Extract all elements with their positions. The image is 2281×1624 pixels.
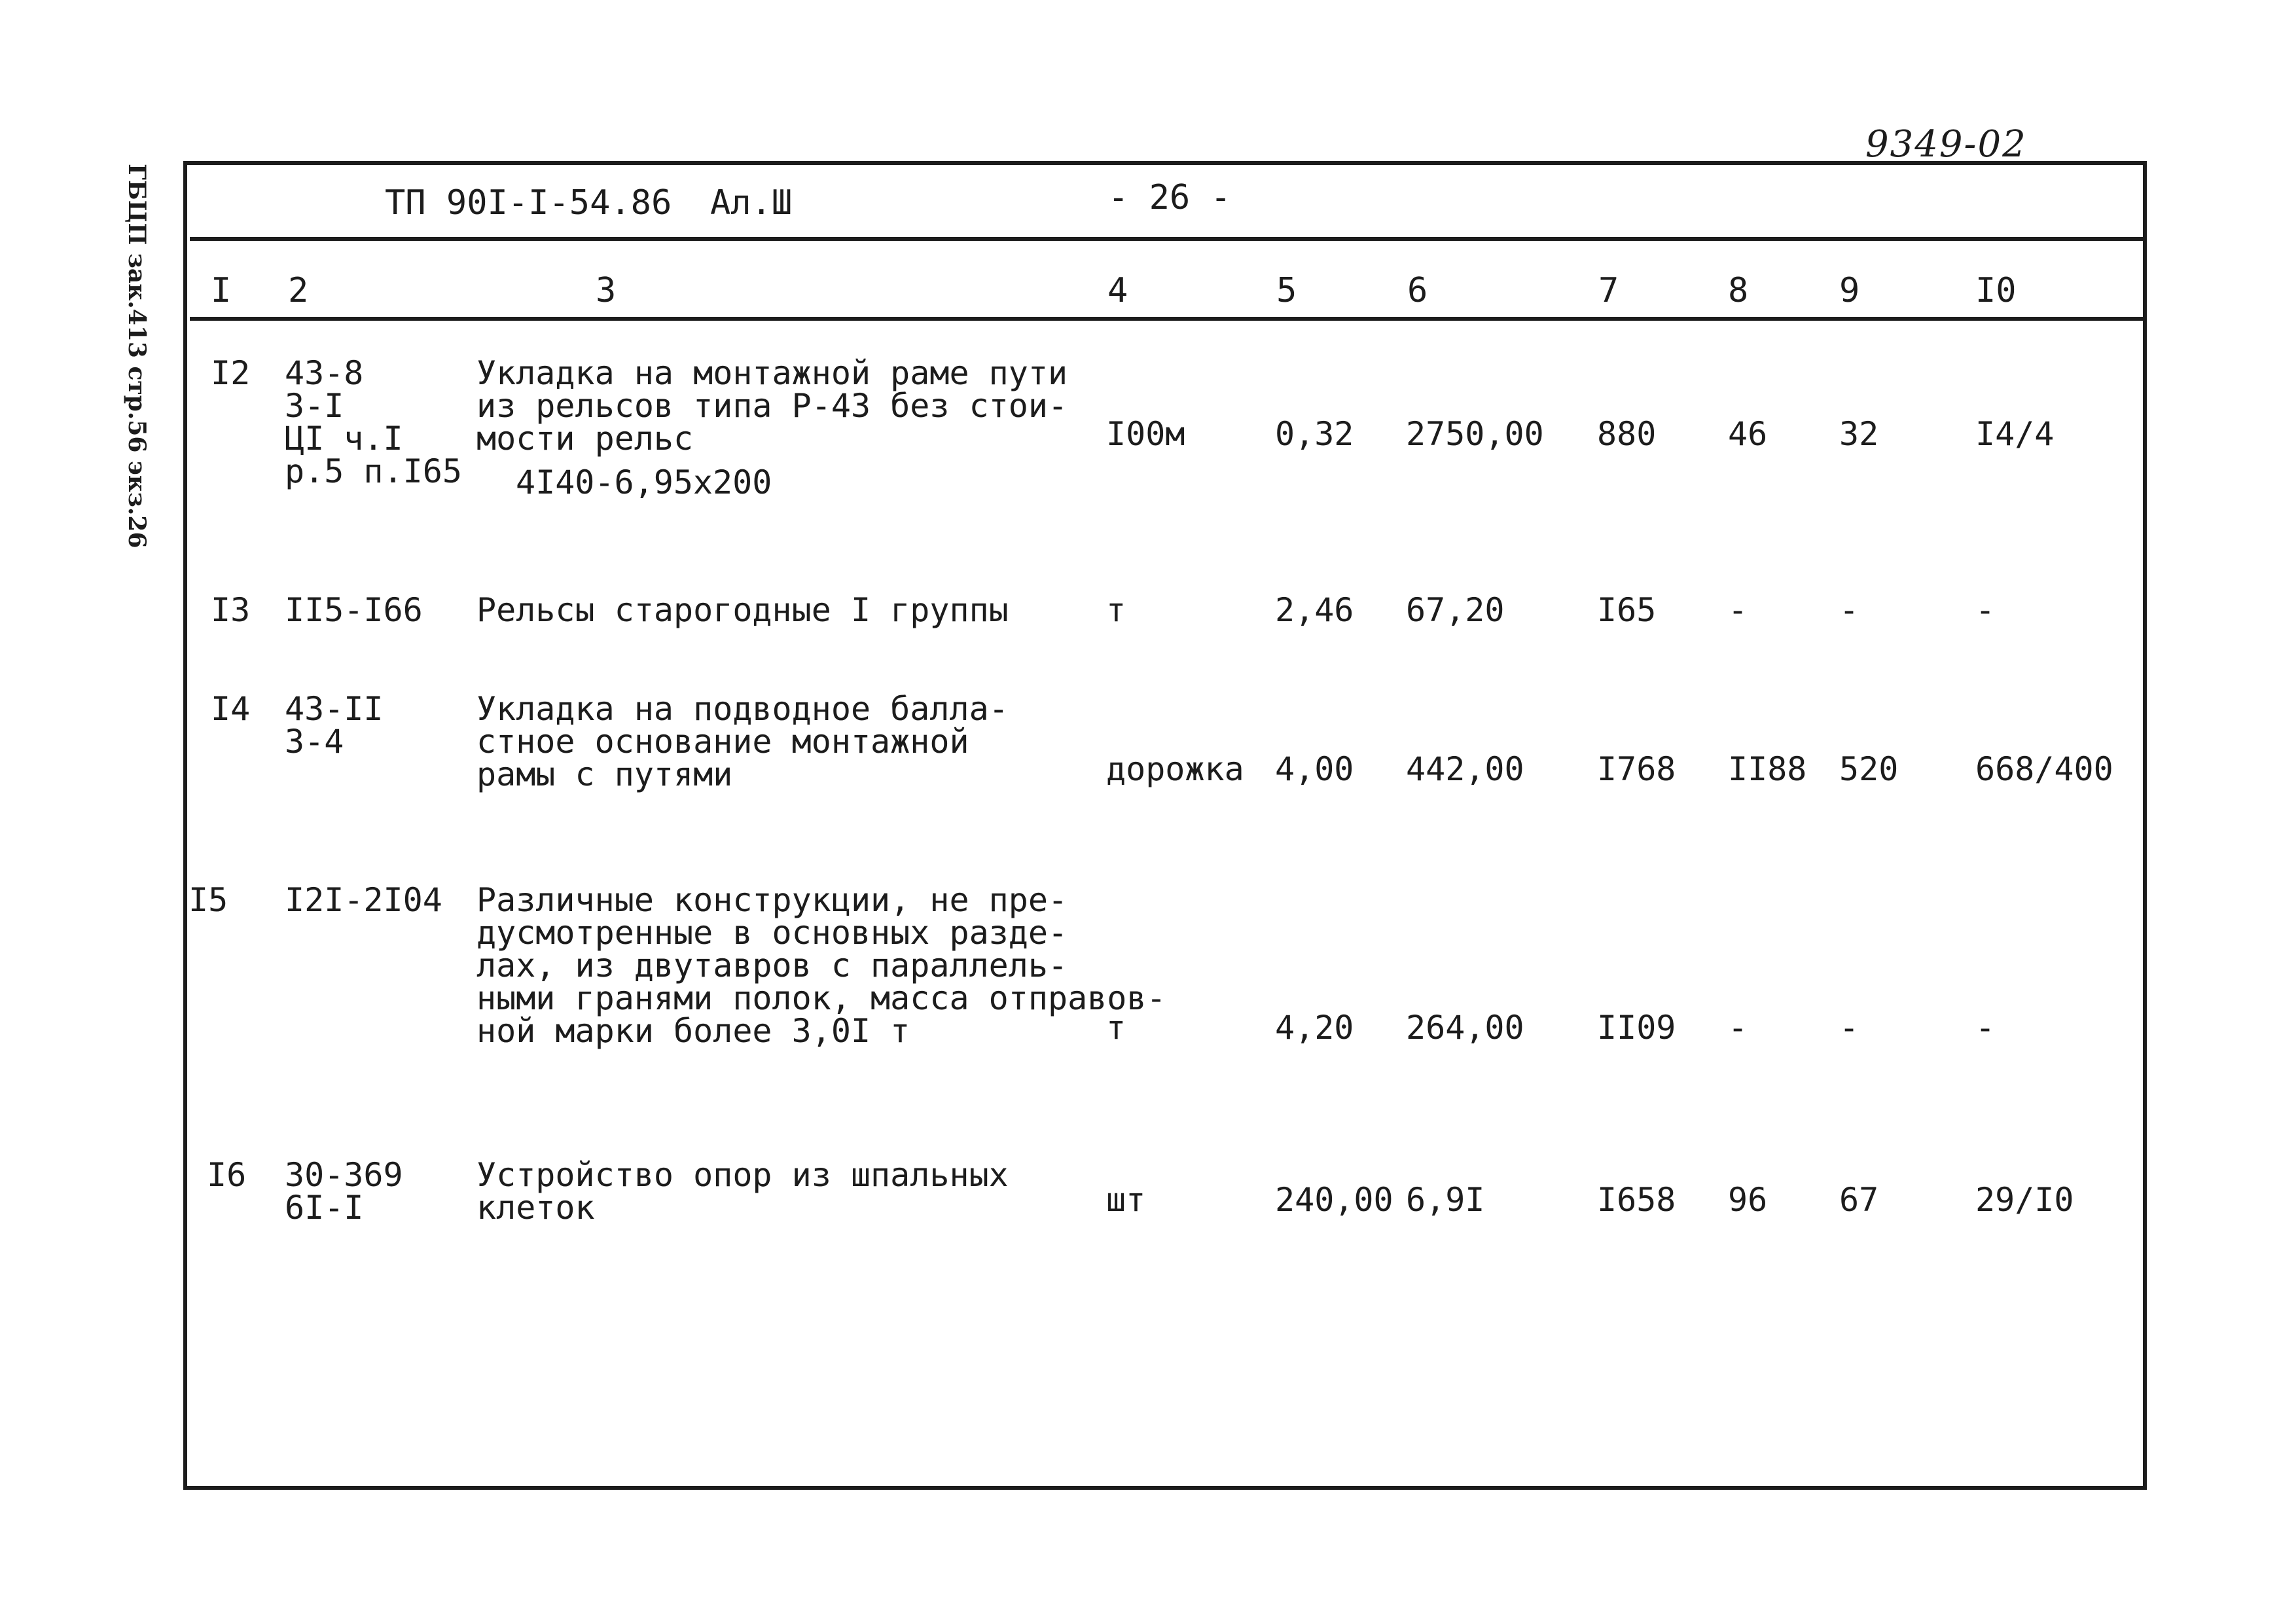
row-price: 67,20 xyxy=(1406,591,1505,629)
row-total: II09 xyxy=(1597,1009,1676,1047)
row-code: I2I-2I04 xyxy=(285,881,442,919)
row-col8: - xyxy=(1728,591,1748,629)
row-price: 2750,00 xyxy=(1406,415,1544,453)
row-description: Рельсы старогодные I группы xyxy=(476,591,1009,629)
row-description: ными гранями полок, масса отправов- xyxy=(476,979,1166,1017)
row-quantity: 4,20 xyxy=(1275,1009,1354,1047)
row-unit: т xyxy=(1106,591,1126,629)
row-unit: дорожка xyxy=(1106,750,1244,788)
row-quantity: 2,46 xyxy=(1275,591,1354,629)
column-number: 6 xyxy=(1407,271,1428,310)
row-description: лах, из двутавров с параллель- xyxy=(476,947,1068,984)
column-number: 4 xyxy=(1107,271,1128,310)
row-code: 43-8 xyxy=(285,354,364,392)
row-col8: 96 xyxy=(1728,1181,1768,1219)
column-divider xyxy=(190,317,2147,321)
column-number: 8 xyxy=(1728,271,1749,310)
row-description-extra: 4I40-6,95x200 xyxy=(516,463,772,501)
row-quantity: 0,32 xyxy=(1275,415,1354,453)
row-price: 442,00 xyxy=(1406,750,1524,788)
column-number: 5 xyxy=(1276,271,1297,310)
column-number: 9 xyxy=(1839,271,1860,310)
column-number: 7 xyxy=(1598,271,1619,310)
column-number: 2 xyxy=(288,271,309,310)
row-code: 6I-I xyxy=(285,1189,364,1227)
row-number: I4 xyxy=(211,690,251,728)
row-number: I2 xyxy=(211,354,251,392)
album-label: Ал.Ш xyxy=(710,183,793,223)
header-divider xyxy=(190,237,2147,241)
row-code: 3-4 xyxy=(285,723,344,761)
page-number: - 26 - xyxy=(1108,178,1231,217)
row-number: I3 xyxy=(211,591,251,629)
row-col9: 67 xyxy=(1839,1181,1879,1219)
row-description: Укладка на подводное балла- xyxy=(476,690,1009,728)
row-unit: I00м xyxy=(1106,415,1185,453)
row-quantity: 240,00 xyxy=(1275,1181,1393,1219)
column-number: I xyxy=(211,271,232,310)
row-description: клеток xyxy=(476,1189,595,1227)
row-col10: 668/400 xyxy=(1975,750,2113,788)
row-price: 264,00 xyxy=(1406,1009,1524,1047)
row-description: мости рельс xyxy=(476,420,694,458)
row-description: рамы с путями xyxy=(476,755,733,793)
row-code: ЦI ч.I xyxy=(285,420,403,458)
row-total: I65 xyxy=(1597,591,1657,629)
row-code: р.5 п.I65 xyxy=(285,452,462,490)
row-description: из рельсов типа Р-43 без стои- xyxy=(476,387,1068,425)
row-total: I768 xyxy=(1597,750,1676,788)
row-col10: 29/I0 xyxy=(1975,1181,2074,1219)
row-number: I5 xyxy=(189,881,228,919)
row-total: I658 xyxy=(1597,1181,1676,1219)
row-total: 880 xyxy=(1597,415,1657,453)
row-unit: шт xyxy=(1106,1181,1146,1219)
column-number: 3 xyxy=(596,271,617,310)
row-unit: т xyxy=(1106,1009,1126,1047)
document-stamp: 9349-02 xyxy=(1865,123,2027,166)
row-col8: - xyxy=(1728,1009,1748,1047)
row-col9: 520 xyxy=(1839,750,1899,788)
row-col8: II88 xyxy=(1728,750,1807,788)
side-note: ГБЦП зак.413 стр.56 экз.26 xyxy=(123,164,151,549)
row-description: дусмотренные в основных разде- xyxy=(476,914,1068,952)
column-number: I0 xyxy=(1975,271,2017,310)
row-description: Устройство опор из шпальных xyxy=(476,1156,1009,1194)
row-description: стное основание монтажной xyxy=(476,723,969,761)
row-code: II5-I66 xyxy=(285,591,423,629)
row-col10: - xyxy=(1975,591,1996,629)
row-code: 43-II xyxy=(285,690,384,728)
row-col10: I4/4 xyxy=(1975,415,2055,453)
row-col9: 32 xyxy=(1839,415,1879,453)
row-description: ной марки более 3,0I т xyxy=(476,1012,910,1050)
row-col8: 46 xyxy=(1728,415,1768,453)
row-col9: - xyxy=(1839,591,1859,629)
row-description: Укладка на монтажной раме пути xyxy=(476,354,1068,392)
row-col10: - xyxy=(1975,1009,1996,1047)
row-quantity: 4,00 xyxy=(1275,750,1354,788)
row-code: 30-369 xyxy=(285,1156,403,1194)
row-description: Различные конструкции, не пре- xyxy=(476,881,1068,919)
row-code: 3-I xyxy=(285,387,344,425)
document-code: ТП 90I-I-54.86 xyxy=(385,183,672,223)
row-col9: - xyxy=(1839,1009,1859,1047)
row-price: 6,9I xyxy=(1406,1181,1485,1219)
row-number: I6 xyxy=(207,1156,247,1194)
